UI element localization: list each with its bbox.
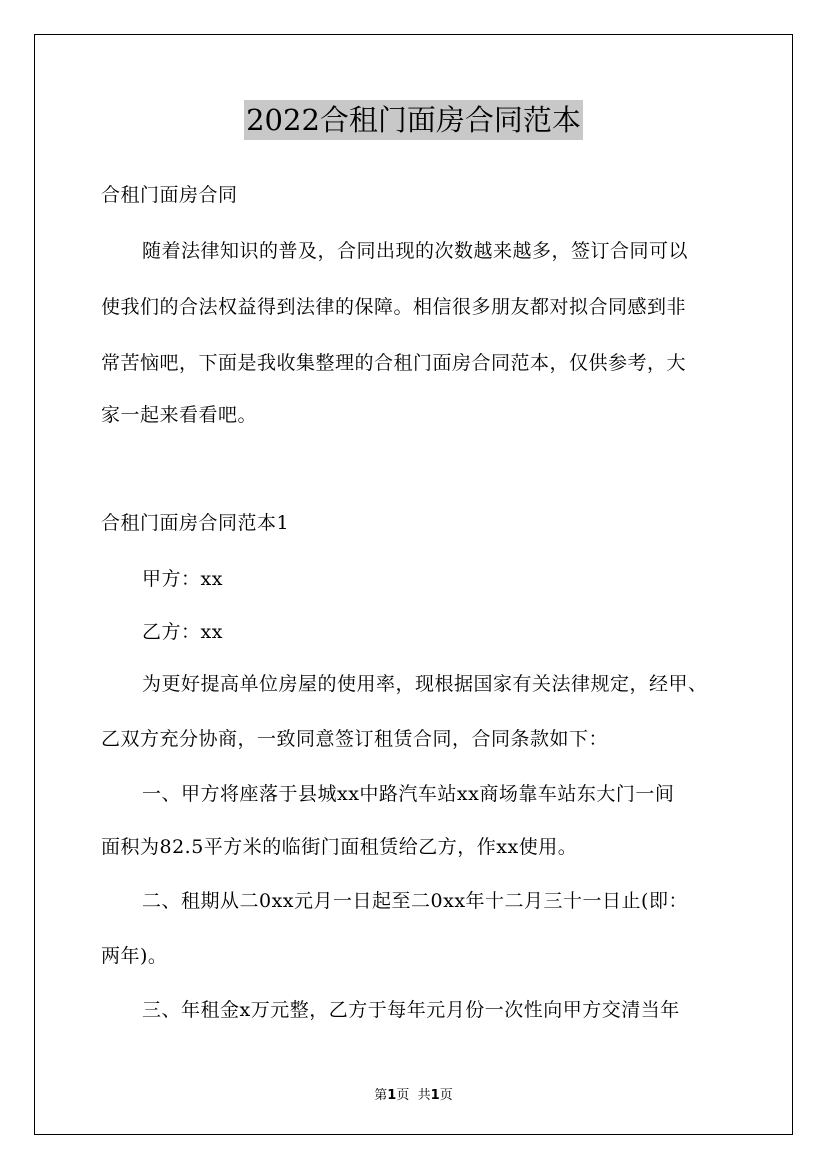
page-suffix: 页 xyxy=(396,1088,410,1103)
page-prefix: 第 xyxy=(374,1088,388,1103)
body-line: 面积为82.5平方米的临街门面租赁给乙方，作xx使用。 xyxy=(101,836,578,858)
intro-line: 使我们的合法权益得到法律的保障。相信很多朋友都对拟合同感到非 xyxy=(101,296,687,318)
party-b: 乙方：xx xyxy=(142,621,223,643)
total-pages: 1 xyxy=(430,1088,440,1103)
body-line: 一、甲方将座落于县城xx中路汽车站xx商场靠车站东大门一间 xyxy=(142,783,675,805)
contract-heading: 合租门面房合同范本1 xyxy=(101,512,290,534)
body-line: 三、年租金x万元整，乙方于每年元月份一次性向甲方交清当年 xyxy=(142,999,680,1021)
title-container xyxy=(0,100,827,140)
page-footer xyxy=(0,1084,827,1103)
body-line: 为更好提高单位房屋的使用率，现根据国家有关法律规定，经甲、 xyxy=(142,673,708,695)
body-line: 二、租期从二0xx元月一日起至二0xx年十二月三十一日止(即： xyxy=(142,890,688,912)
intro-line: 常苦恼吧，下面是我收集整理的合租门面房合同范本，仅供参考，大 xyxy=(101,352,687,374)
body-line: 两年)。 xyxy=(101,945,168,967)
total-prefix: 共 xyxy=(417,1088,431,1103)
intro-line: 家一起来看看吧。 xyxy=(101,404,258,426)
total-suffix: 页 xyxy=(439,1088,453,1103)
party-a: 甲方：xx xyxy=(142,568,223,590)
section-heading: 合租门面房合同 xyxy=(101,184,238,206)
page-number: 1 xyxy=(387,1088,397,1103)
intro-line: 随着法律知识的普及，合同出现的次数越来越多，签订合同可以 xyxy=(142,240,689,262)
document-title: 2022合租门面房合同范本 xyxy=(244,100,583,140)
body-line: 乙双方充分协商，一致同意签订租赁合同，合同条款如下： xyxy=(101,728,609,750)
